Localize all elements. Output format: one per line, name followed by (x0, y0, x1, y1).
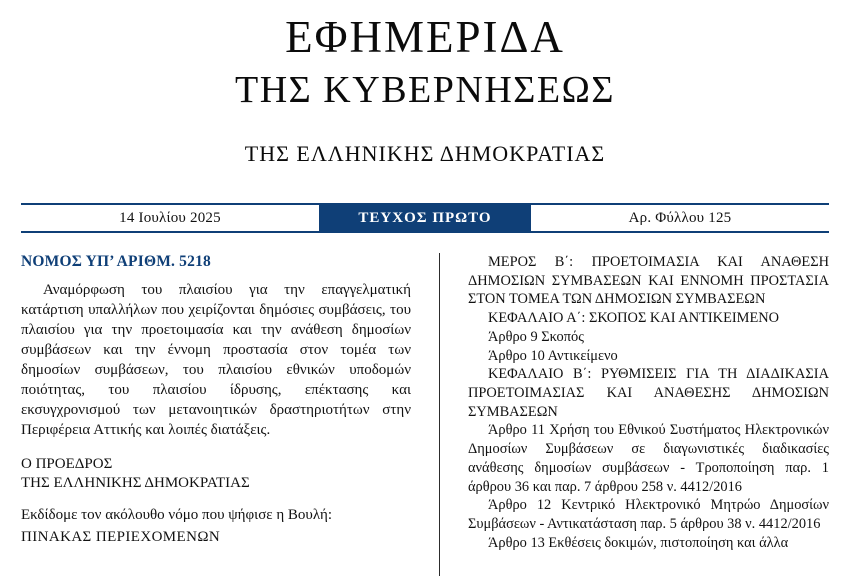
list-item: Άρθρο 10 Αντικείμενο (488, 347, 618, 364)
issue-bar (21, 203, 829, 233)
list-item: Άρθρο 13 Εκθέσεις δοκιμών, πιστοποίηση και άλλα (488, 534, 789, 551)
list-item: Άρθρο 11 Χρήση του Εθνικού Συστήματος Ηλεκτρονικών Δημοσίων Συμβάσεων σε διαγωνιστικές διαδικασίες ανάθεσης δημοσίων συμβάσεων - Τροποποίηση παρ. 1 άρθρου 36 και παρ. 7 άρθρου 258 ν. 4412/2016 (468, 422, 829, 495)
president-line-1: Ο ΠΡΟΕΔΡΟΣ (21, 455, 113, 472)
masthead (0, 0, 850, 167)
masthead-subtitle: ΤΗΣ ΕΛΛΗΝΙΚΗΣ ΔΗΜΟΚΡΑΤΙΑΣ (244, 140, 606, 166)
body-columns (21, 253, 829, 576)
publication-date: 14 Ιουλίου 2025 (119, 209, 221, 226)
law-number-title: ΝΟΜΟΣ ΥΠ’ ΑΡΙΘΜ. 5218 (21, 253, 211, 270)
law-abstract (21, 281, 411, 441)
table-of-contents (468, 253, 829, 553)
list-item: ΚΕΦΑΛΑΙΟ Β΄: ΡΥΘΜΙΣΕΙΣ ΓΙΑ ΤΗ ΔΙΑΔΙΚΑΣΙΑ ΠΡΟΕΤΟΙΜΑΣΙΑΣ ΚΑΙ ΑΝΑΘΕΣΗΣ ΔΗΜΟΣΙΩΝ ΣΥΜΒΑΣΕΩΝ (468, 366, 829, 420)
toc-heading: ΠΙΝΑΚΑΣ ΠΕΡΙΕΧΟΜΕΝΩΝ (21, 529, 221, 545)
president-line-2: ΤΗΣ ΕΛΛΗΝΙΚΗΣ ΔΗΜΟΚΡΑΤΙΑΣ (21, 475, 250, 491)
masthead-title-line1: ΕΦΗΜΕΡΙΔΑ (285, 12, 565, 62)
list-item: ΜΕΡΟΣ Β΄: ΠΡΟΕΤΟΙΜΑΣΙΑ ΚΑΙ ΑΝΑΘΕΣΗ ΔΗΜΟΣΙΩΝ ΣΥΜΒΑΣΕΩΝ ΚΑΙ ΕΝΝΟΜΗ ΠΡΟΣΤΑΣΙΑ ΣΤΟΝ ΤΟΜΕΑ ΤΩΝ ΔΗΜΟΣΙΩΝ ΣΥΜΒΑΣΕΩΝ (468, 254, 829, 308)
enactment-line: Εκδίδομε τον ακόλουθο νόμο που ψήφισε η Βουλή: (21, 506, 333, 523)
masthead-title-line2: ΤΗΣ ΚΥΒΕΡΝΗΣΕΩΣ (235, 69, 615, 112)
president-block (21, 455, 411, 494)
issue-type-badge: ΤΕΥΧΟΣ ΠΡΩΤΟ (319, 205, 531, 231)
list-item: Άρθρο 12 Κεντρικό Ηλεκτρονικό Μητρώο Δημοσίων Συμβάσεων - Αντικατάσταση παρ. 5 άρθρου 38 ν. 4412/2016 (468, 497, 829, 533)
list-item: ΚΕΦΑΛΑΙΟ Α΄: ΣΚΟΠΟΣ ΚΑΙ ΑΝΤΙΚΕΙΜΕΝΟ (488, 310, 780, 327)
sheet-number: Αρ. Φύλλου 125 (628, 209, 732, 226)
law-abstract-text: Αναμόρφωση του πλαισίου για την επαγγελματική κατάρτιση υπαλλήλων που χειρίζονται δημόσιες συμβάσεις, του πλαισίου για την προετοιμασία και την ανάθεση δημοσίων συμβάσεων και την έννομη προστασία στον τομέα των δημοσίων συμβάσεων, του πλαισίου εθνικών υποδομών ποιότητας, του πλαισίου ίδρυσης, επέκτασης και εκσυγχρονισμού των μετανοιητικών δραστηριοτήτων στην Περιφέρεια Αττικής και λοιπές διατάξεις. (21, 282, 411, 438)
left-column (21, 253, 411, 576)
list-item: Άρθρο 9 Σκοπός (488, 328, 584, 345)
right-column (439, 253, 829, 576)
